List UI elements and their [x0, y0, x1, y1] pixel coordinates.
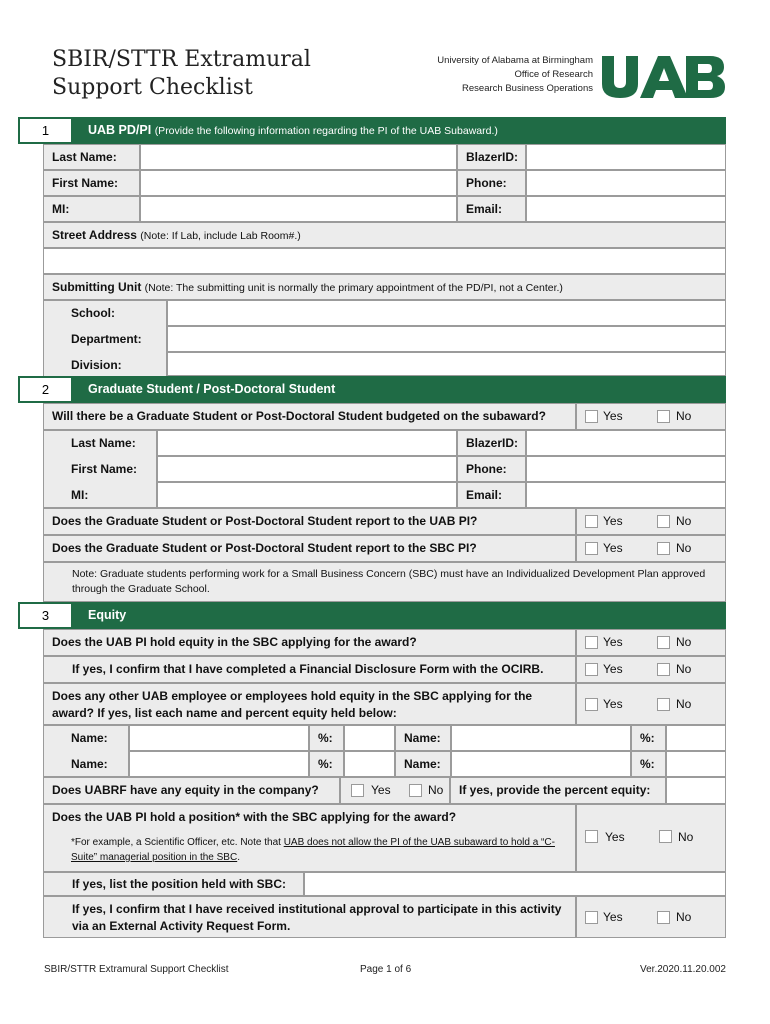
- submitting-unit-note: (Note: The submitting unit is normally the primary appointment of the PD/PI, not a Center.): [144, 282, 563, 294]
- disclosure-options: [576, 656, 726, 683]
- student-phone-input[interactable]: [526, 456, 726, 482]
- question-other-employees-equity: Does any other UAB employee or employees hold equity in the SBC applying for the award? If yes, list each name and percent equity held below:: [43, 683, 576, 725]
- student-blazer-id-label: BlazerID:: [457, 430, 526, 456]
- position-no-checkbox[interactable]: [659, 830, 672, 843]
- equity-name-input-3[interactable]: [451, 725, 631, 751]
- equity-name-label-1: Name:: [71, 731, 108, 745]
- disclosure-yes-checkbox[interactable]: [585, 663, 598, 676]
- uab-logo: [600, 54, 726, 98]
- equity-name-label-4: Name:: [395, 751, 451, 777]
- report-uab-options: [576, 508, 726, 535]
- street-address-input[interactable]: [43, 248, 726, 274]
- yes-label: Yes: [603, 514, 623, 528]
- budgeted-no-checkbox[interactable]: [657, 410, 670, 423]
- no-label: No: [676, 910, 692, 924]
- section-number: 1: [18, 117, 71, 144]
- org-line-2: Office of Research: [514, 69, 593, 80]
- street-address-text: Street Address: [52, 228, 137, 242]
- student-email-label: Email:: [457, 482, 526, 508]
- uabrf-options: [340, 777, 450, 804]
- section-title: Graduate Student / Post-Doctoral Student: [88, 382, 336, 396]
- question-report-uab-pi: Does the Graduate Student or Post-Doctoral Student report to the UAB PI?: [43, 508, 576, 535]
- school-input[interactable]: [167, 300, 726, 326]
- student-idp-note: Note: Graduate students performing work for a Small Business Concern (SBC) must have an Individualized Development Plan approved through the Graduate School.: [43, 562, 726, 602]
- equity-pct-label-3: %:: [631, 725, 666, 751]
- section-number: 3: [18, 602, 71, 629]
- report-sbc-options: [576, 535, 726, 562]
- no-label: No: [676, 409, 692, 423]
- no-label: No: [676, 662, 692, 676]
- pi-equity-no-checkbox[interactable]: [657, 636, 670, 649]
- report-uab-yes-checkbox[interactable]: [585, 515, 598, 528]
- position-note: [71, 835, 571, 865]
- section-title: [88, 117, 498, 145]
- yes-label: Yes: [603, 409, 623, 423]
- submitting-unit-label: [43, 274, 726, 300]
- no-label: No: [676, 541, 692, 555]
- position-yes-checkbox[interactable]: [585, 830, 598, 843]
- no-label: No: [428, 783, 444, 797]
- department-label: Department:: [71, 332, 142, 346]
- yes-label: Yes: [603, 910, 623, 924]
- org-line-1: University of Alabama at Birmingham: [437, 55, 593, 66]
- question-report-sbc-pi: Does the Graduate Student or Post-Doctoral Student report to the SBC PI?: [43, 535, 576, 562]
- equity-pct-label-4: %:: [631, 751, 666, 777]
- page-title: [52, 46, 311, 102]
- equity-pct-label-1: %:: [309, 725, 344, 751]
- school-label: School:: [71, 306, 115, 320]
- yes-label: Yes: [603, 662, 623, 676]
- student-phone-label: Phone:: [457, 456, 526, 482]
- division-label: Division:: [71, 358, 122, 372]
- section-title-text: UAB PD/PI: [88, 123, 152, 137]
- street-address-label: [43, 222, 726, 248]
- pi-first-name-input[interactable]: [140, 170, 457, 196]
- approval-no-checkbox[interactable]: [657, 911, 670, 924]
- yes-label: Yes: [603, 541, 623, 555]
- equity-pct-label-2: %:: [309, 751, 344, 777]
- section-3-header: [18, 602, 726, 629]
- department-input[interactable]: [167, 326, 726, 352]
- title-line-1: SBIR/STTR Extramural: [52, 47, 311, 72]
- equity-name-label-3: Name:: [395, 725, 451, 751]
- equity-name-label-2: Name:: [71, 757, 108, 771]
- phone-label: Phone:: [457, 170, 526, 196]
- uabrf-no-checkbox[interactable]: [409, 784, 422, 797]
- question-student-budgeted: Will there be a Graduate Student or Post-Doctoral Student budgeted on the subaward?: [43, 403, 576, 430]
- pi-mi-input[interactable]: [140, 196, 457, 222]
- other-equity-no-checkbox[interactable]: [657, 698, 670, 711]
- pi-email-input[interactable]: [526, 196, 726, 222]
- student-mi-label: MI:: [71, 488, 89, 502]
- position-note-underlined: UAB does not allow the PI of the UAB subaward to hold a “C-Suite” managerial position in the SBC: [71, 837, 555, 863]
- no-label: No: [676, 635, 692, 649]
- disclosure-no-checkbox[interactable]: [657, 663, 670, 676]
- position-note-text: *For example, a Scientific Officer, etc. Note that: [71, 837, 284, 848]
- question-pi-equity: Does the UAB PI hold equity in the SBC applying for the award?: [43, 629, 576, 656]
- other-equity-yes-checkbox[interactable]: [585, 698, 598, 711]
- equity-pct-input-4[interactable]: [666, 751, 726, 777]
- approval-yes-checkbox[interactable]: [585, 911, 598, 924]
- footer-doc-title: SBIR/STTR Extramural Support Checklist: [44, 964, 229, 975]
- section-2-header: [18, 376, 726, 403]
- equity-pct-input-1[interactable]: [344, 725, 395, 751]
- no-label: No: [676, 514, 692, 528]
- student-last-name-label: Last Name:: [71, 436, 136, 450]
- mi-label: MI:: [43, 196, 140, 222]
- no-label: No: [678, 830, 694, 844]
- question-uabrf-equity: Does UABRF have any equity in the company?: [43, 777, 340, 804]
- first-name-label: First Name:: [43, 170, 140, 196]
- equity-name-input-2[interactable]: [129, 751, 309, 777]
- street-address-note: (Note: If Lab, include Lab Room#.): [140, 230, 301, 242]
- equity-pct-input-3[interactable]: [666, 725, 726, 751]
- org-line-3: Research Business Operations: [462, 83, 593, 94]
- approval-options: [576, 896, 726, 938]
- position-held-label: If yes, list the position held with SBC:: [43, 872, 304, 896]
- uabrf-percent-label: If yes, provide the percent equity:: [450, 777, 666, 804]
- uabrf-yes-checkbox[interactable]: [351, 784, 364, 797]
- budgeted-options: [576, 403, 726, 430]
- question-pi-position: Does the UAB PI hold a position* with the SBC applying for the award?: [52, 810, 457, 824]
- yes-label: Yes: [603, 635, 623, 649]
- yes-label: Yes: [371, 783, 391, 797]
- pi-equity-yes-checkbox[interactable]: [585, 636, 598, 649]
- division-input[interactable]: [167, 352, 726, 376]
- last-name-label: Last Name:: [43, 144, 140, 170]
- position-options: [576, 804, 726, 872]
- report-uab-no-checkbox[interactable]: [657, 515, 670, 528]
- pi-phone-input[interactable]: [526, 170, 726, 196]
- yes-label: Yes: [605, 830, 625, 844]
- footer-page-number: Page 1 of 6: [360, 964, 412, 975]
- title-line-2: Support Checklist: [52, 75, 253, 100]
- student-last-name-input[interactable]: [157, 430, 457, 456]
- section-1-header: [18, 117, 726, 144]
- section-number: 2: [18, 376, 71, 403]
- yes-label: Yes: [603, 697, 623, 711]
- budgeted-yes-checkbox[interactable]: [585, 410, 598, 423]
- pi-equity-options: [576, 629, 726, 656]
- report-sbc-yes-checkbox[interactable]: [585, 542, 598, 555]
- equity-name-input-1[interactable]: [129, 725, 309, 751]
- email-label: Email:: [457, 196, 526, 222]
- student-first-name-input[interactable]: [157, 456, 457, 482]
- submitting-unit-text: Submitting Unit: [52, 280, 142, 294]
- pi-blazer-id-input[interactable]: [526, 144, 726, 170]
- blazer-id-label: BlazerID:: [457, 144, 526, 170]
- student-email-input[interactable]: [526, 482, 726, 508]
- student-first-name-label: First Name:: [71, 462, 138, 476]
- footer-version: Ver.2020.11.20.002: [639, 964, 726, 975]
- position-note-end: .: [237, 852, 240, 863]
- question-disclosure: If yes, I confirm that I have completed a Financial Disclosure Form with the OCIRB.: [43, 656, 576, 683]
- uabrf-percent-input[interactable]: [666, 777, 726, 804]
- pi-last-name-input[interactable]: [140, 144, 457, 170]
- section-title: Equity: [88, 608, 127, 622]
- no-label: No: [676, 697, 692, 711]
- question-institutional-approval: If yes, I confirm that I have received institutional approval to participate in this activity via an External Activity Request Form.: [43, 896, 576, 938]
- other-equity-options: [576, 683, 726, 725]
- student-mi-input[interactable]: [157, 482, 457, 508]
- equity-pct-input-2[interactable]: [344, 751, 395, 777]
- student-blazer-id-input[interactable]: [526, 430, 726, 456]
- report-sbc-no-checkbox[interactable]: [657, 542, 670, 555]
- section-note: (Provide the following information regarding the PI of the UAB Subaward.): [154, 125, 498, 137]
- position-held-input[interactable]: [304, 872, 726, 896]
- equity-name-input-4[interactable]: [451, 751, 631, 777]
